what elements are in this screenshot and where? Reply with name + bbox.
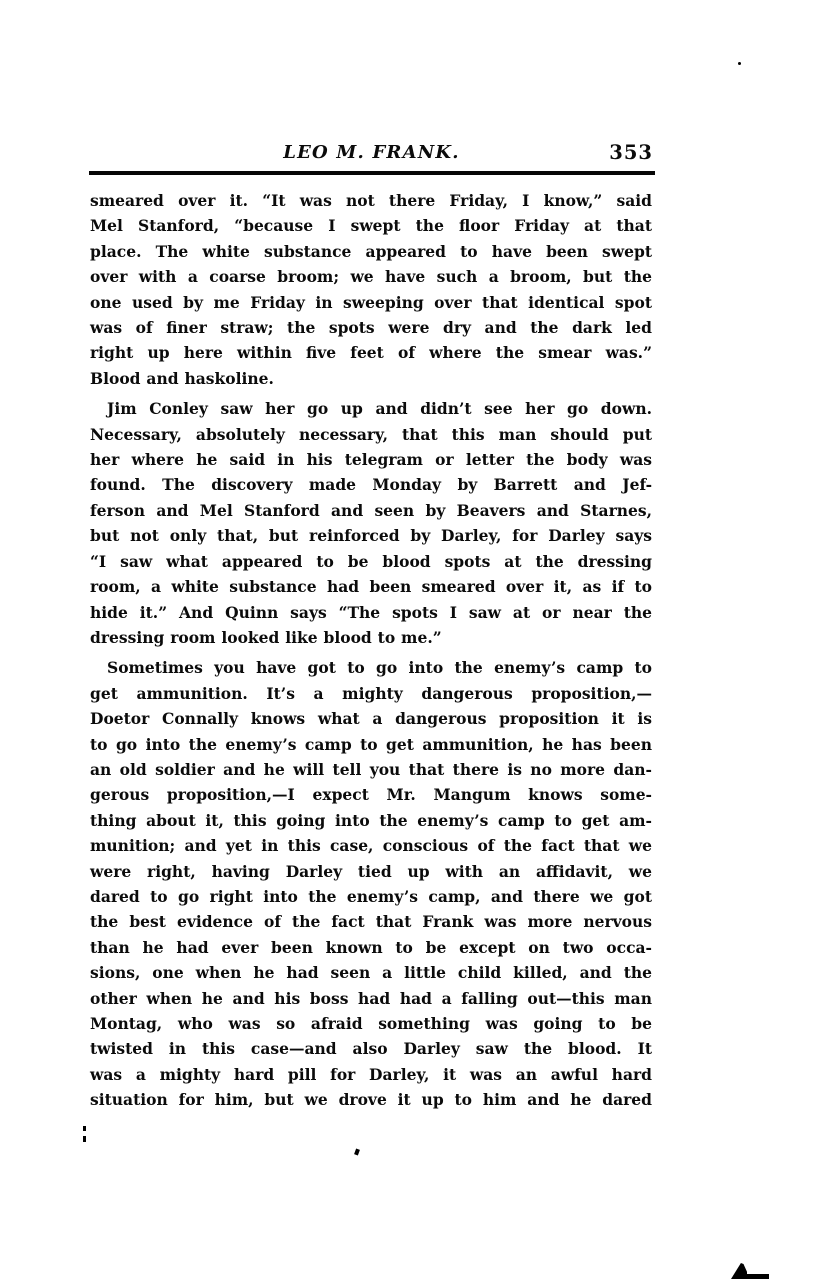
text-line: gerous proposition,—I expect Mr. Mangum knows some- — [90, 785, 652, 805]
text-line: place. The white substance appeared to have been swept — [90, 241, 652, 261]
ink-speck — [83, 1136, 86, 1142]
text-line: over with a coarse broom; we have such a broom, but the — [90, 267, 652, 287]
text-line: smeared over it. “It was not there Friday, I know,” said — [90, 191, 652, 210]
corner-bar-mark — [744, 1274, 769, 1279]
text-line: munition; and yet in this case, conscious of the fact that we — [90, 836, 652, 856]
paragraph-3 — [90, 655, 652, 1112]
text-line: right up here within five feet of where the smear was.” — [90, 343, 652, 363]
text-line: hide it.” And Quinn says “The spots I saw at or near the — [90, 602, 652, 622]
text-line: was of finer straw; the spots were dry and the dark led — [90, 318, 652, 338]
text-line: were right, having Darley tied up with an affidavit, we — [90, 861, 652, 881]
text-line: sions, one when he had seen a little child killed, and the — [90, 963, 652, 983]
paragraph-2 — [90, 396, 652, 650]
page-header — [90, 142, 653, 168]
paragraph-1 — [90, 188, 652, 391]
text-line: Doetor Connally knows what a dangerous proposition it is — [90, 709, 652, 729]
text-line: other when he and his boss had had a falling out—this man — [90, 988, 652, 1008]
text-line: get ammunition. It’s a mighty dangerous proposition,— — [90, 683, 652, 703]
text-line: “I saw what appeared to be blood spots at the dressing — [90, 551, 652, 571]
text-line: Blood and haskoline. — [90, 368, 274, 388]
text-line: Jim Conley saw her go up and didn’t see her go down. — [107, 399, 652, 419]
ink-speck — [354, 1148, 360, 1155]
text-line: dared to go right into the enemy’s camp, and there we got — [90, 886, 652, 906]
running-title: LEO M. FRANK. — [283, 142, 460, 163]
text-line: ferson and Mel Stanford and seen by Beavers and Starnes, — [90, 500, 652, 520]
text-line: but not only that, but reinforced by Darley, for Darley says — [90, 526, 652, 546]
text-line: thing about it, this going into the enemy’s camp to get am- — [90, 810, 652, 830]
text-line: an old soldier and he will tell you that there is no more dan- — [90, 759, 652, 779]
text-line: her where he said in his telegram or letter the body was — [90, 450, 652, 470]
text-line: Montag, who was so afraid something was going to be — [90, 1014, 652, 1033]
ink-speck — [738, 62, 741, 65]
text-line: to go into the enemy’s camp to get ammunition, he has been — [90, 734, 652, 754]
text-line: than he had ever been known to be except on two occa- — [90, 937, 652, 957]
page-number: 353 — [609, 141, 653, 164]
text-line: situation for him, but we drove it up to him and he dared — [90, 1090, 652, 1110]
page-corner-artifact — [731, 1263, 769, 1279]
text-line: Mel Stanford, “because I swept the floor Friday at that — [90, 216, 652, 236]
text-line: found. The discovery made Monday by Barrett and Jef- — [90, 475, 652, 495]
ink-speck — [83, 1126, 86, 1131]
text-line: Necessary, absolutely necessary, that this man should put — [90, 424, 652, 444]
page-body — [90, 188, 652, 1113]
text-line: twisted in this case—and also Darley saw the blood. It — [90, 1039, 652, 1059]
text-line: Sometimes you have got to go into the enemy’s camp to — [107, 658, 652, 678]
text-line: dressing room looked like blood to me.” — [90, 627, 442, 647]
text-line: room, a white substance had been smeared over it, as if to — [90, 577, 652, 597]
text-line: one used by me Friday in sweeping over that identical spot — [90, 292, 652, 312]
text-line: was a mighty hard pill for Darley, it was an awful hard — [90, 1064, 652, 1084]
text-line: the best evidence of the fact that Frank was more nervous — [90, 912, 652, 932]
header-rule — [89, 171, 655, 175]
